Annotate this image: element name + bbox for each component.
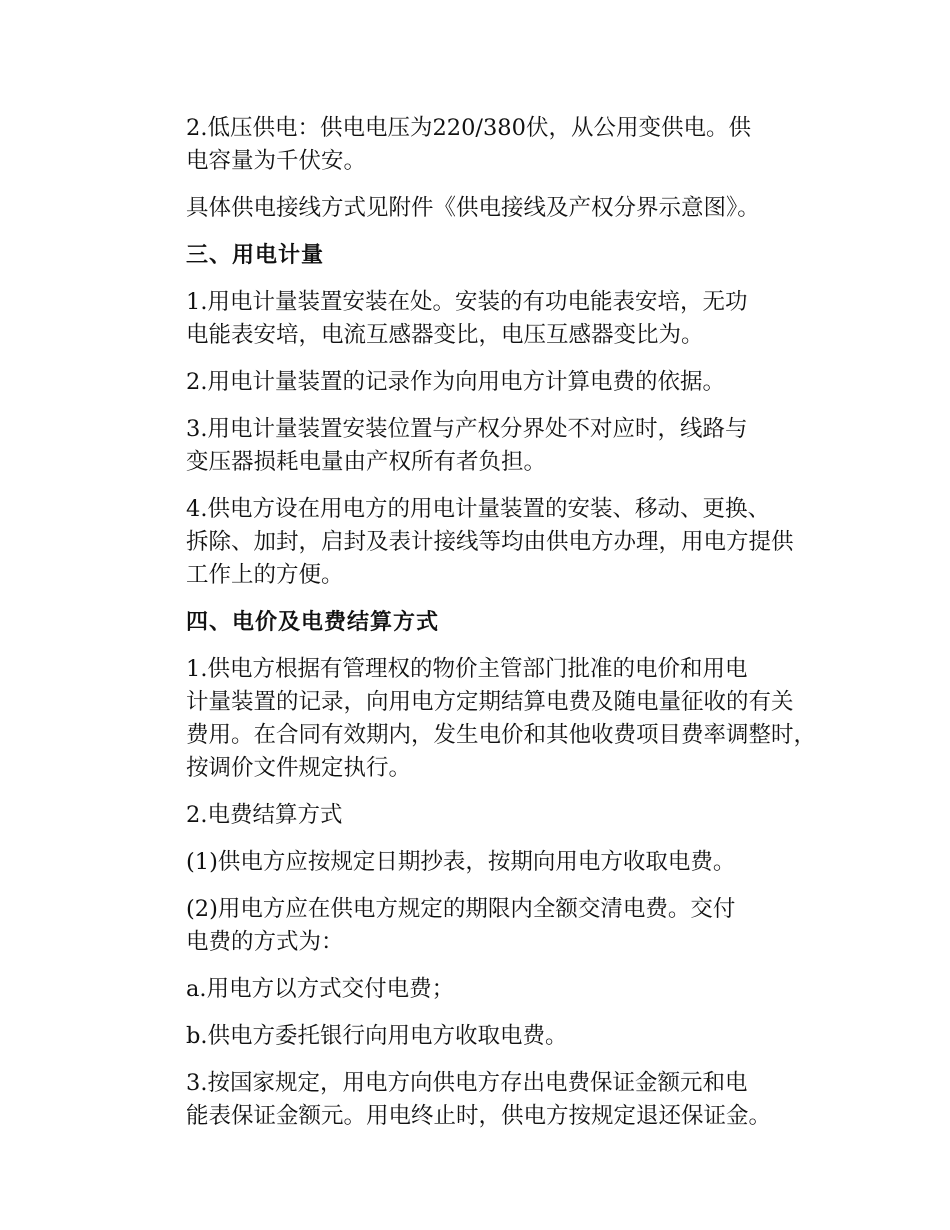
text-line: 电能表安培，电流互感器变比，电压互感器变比为。 — [186, 322, 704, 348]
text-line: 四、电价及电费结算方式 — [186, 610, 440, 635]
paragraph — [141, 846, 831, 879]
text-line: (1)供电方应按规定日期抄表，按期向用电方收取电费。 — [186, 849, 736, 875]
paragraph — [141, 799, 831, 832]
text-line: 工作上的方便。 — [186, 562, 344, 588]
text-line: b.供电方委托银行向用电方收取电费。 — [186, 1023, 568, 1049]
text-line: 变压器损耗电量由产权所有者负担。 — [186, 449, 547, 475]
paragraph — [141, 112, 831, 178]
text-line: 拆除、加封，启封及表计接线等均由供电方办理，用电方提供 — [186, 529, 794, 555]
text-line: 电费的方式为： — [186, 929, 344, 955]
text-line: 4.供电方设在用电方的用电计量装置的安装、移动、更换、 — [186, 496, 770, 522]
paragraph — [141, 893, 831, 959]
section-heading — [141, 239, 831, 272]
paragraph — [141, 192, 831, 225]
text-line: 具体供电接线方式见附件《供电接线及产权分界示意图》。 — [186, 195, 760, 221]
text-line: 电容量为千伏安。 — [186, 148, 367, 174]
text-line: 按调价文件规定执行。 — [186, 755, 412, 781]
text-line: 费用。在合同有效期内，发生电价和其他收费项目费率调整时， — [186, 722, 817, 748]
text-line: 2.低压供电：供电电压为220/380伏，从公用变供电。供 — [186, 115, 751, 141]
text-line: (2)用电方应在供电方规定的期限内全额交清电费。交付 — [186, 896, 736, 922]
paragraph — [141, 653, 831, 785]
text-line: 三、用电计量 — [186, 243, 325, 268]
paragraph — [141, 1020, 831, 1053]
text-line: 计量装置的记录，向用电方定期结算电费及随电量征收的有关 — [186, 689, 794, 715]
text-line: 能表保证金额元。用电终止时，供电方按规定退还保证金。 — [186, 1103, 772, 1129]
paragraph — [141, 1067, 831, 1133]
paragraph — [141, 366, 831, 399]
paragraph — [141, 493, 831, 592]
paragraph — [141, 973, 831, 1006]
paragraph — [141, 286, 831, 352]
text-line: 2.用电计量装置的记录作为向用电方计算电费的依据。 — [186, 369, 725, 395]
text-line: 1.供电方根据有管理权的物价主管部门批准的电价和用电 — [186, 656, 748, 682]
text-line: 1.用电计量装置安装在处。安装的有功电能表安培，无功 — [186, 289, 748, 315]
text-line: 2.电费结算方式 — [186, 802, 343, 828]
text-line: 3.用电计量装置安装位置与产权分界处不对应时，线路与 — [186, 416, 748, 442]
text-line: a.用电方以方式交付电费； — [186, 976, 455, 1002]
text-line: 3.按国家规定，用电方向供电方存出电费保证金额元和电 — [186, 1070, 748, 1096]
section-heading — [141, 606, 831, 639]
document-body — [141, 112, 831, 1147]
paragraph — [141, 413, 831, 479]
